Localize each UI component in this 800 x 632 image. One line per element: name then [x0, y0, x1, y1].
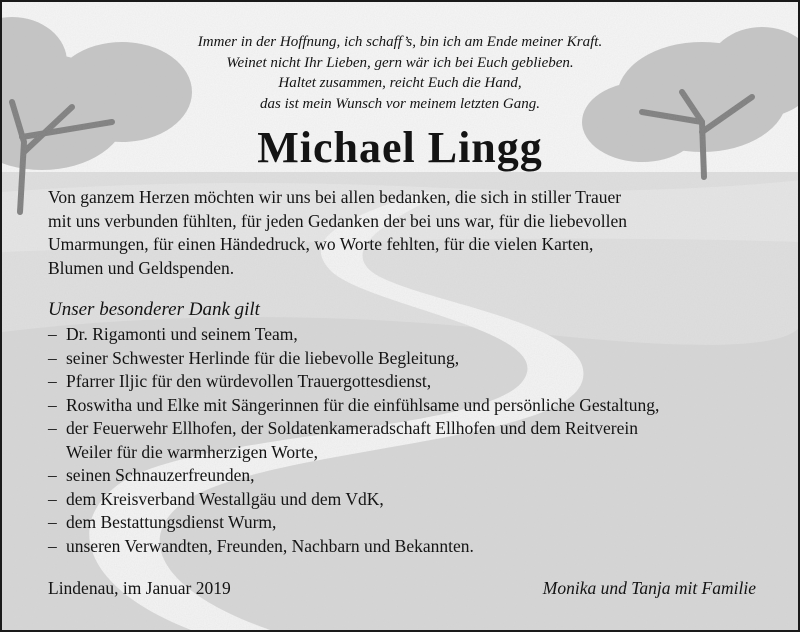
list-item	[48, 488, 778, 512]
thanks-line: Umarmungen, für einen Händedruck, wo Worte fehlten, für die vielen Karten,	[48, 234, 594, 254]
poem-line: Immer in der Hoffnung, ich schaff’s, bin ich am Ende meiner Kraft.	[197, 34, 603, 50]
dash-marker: –	[48, 418, 57, 438]
thanks-line: Von ganzem Herzen möchten wir uns bei allen bedanken, die sich in stiller Trauer	[48, 187, 622, 207]
list-item	[48, 347, 778, 371]
poem-line: das ist mein Wunsch vor meinem letzten Gang.	[260, 95, 540, 112]
list-item-text: unseren Verwandten, Freunden, Nachbarn und Bekannten.	[66, 535, 474, 556]
place-date: Lindenau, im Januar 2019	[48, 578, 231, 598]
list-item	[48, 464, 778, 488]
list-item	[48, 323, 778, 347]
list-item-text: dem Bestattungsdienst Wurm,	[66, 512, 277, 532]
poem	[2, 32, 798, 114]
dash-marker: –	[48, 371, 57, 391]
deceased-name: Michael Lingg	[257, 123, 543, 172]
dash-marker: –	[48, 324, 57, 344]
list-item	[48, 370, 778, 394]
poem-line: Haltet zusammen, reicht Euch die Hand,	[278, 75, 522, 91]
dash-marker: –	[48, 535, 57, 556]
list-item	[48, 417, 778, 464]
list-item-text: Weiler für die warmherzigen Worte,	[66, 441, 318, 462]
list-item	[48, 394, 778, 418]
dash-marker: –	[48, 512, 57, 532]
dash-marker: –	[48, 347, 57, 368]
list-item	[48, 535, 778, 559]
poem-line: Weinet nicht Ihr Lieben, gern wär ich bei Euch geblieben.	[226, 54, 574, 71]
list-item-text: Pfarrer Iljic für den würdevollen Trauergottesdienst,	[66, 371, 432, 391]
list-item-text: Dr. Rigamonti und seinem Team,	[66, 324, 298, 344]
family-signature: Monika und Tanja mit Familie	[542, 578, 756, 598]
list-item	[48, 511, 778, 535]
special-thanks-heading: Unser besonderer Dank gilt	[48, 299, 260, 320]
list-item-text: Roswitha und Elke mit Sängerinnen für die einfühlsame und persönliche Gestaltung,	[66, 394, 660, 415]
dash-marker: –	[48, 488, 57, 509]
thanks-line: mit uns verbunden fühlten, für jeden Gedanken der bei uns war, für die liebevollen	[48, 210, 628, 231]
special-thanks-list	[48, 323, 778, 558]
thanks-paragraph	[48, 186, 768, 280]
thanks-line: Blumen und Geldspenden.	[48, 257, 235, 278]
list-item-text: der Feuerwehr Ellhofen, der Soldatenkameradschaft Ellhofen und dem Reitverein	[66, 418, 638, 438]
dash-marker: –	[48, 465, 57, 485]
list-item-text: seiner Schwester Herlinde für die liebevolle Begleitung,	[66, 347, 460, 368]
list-item-text: seinen Schnauzerfreunden,	[66, 465, 255, 485]
list-item-text: dem Kreisverband Westallgäu und dem VdK,	[66, 488, 384, 509]
dash-marker: –	[48, 394, 57, 415]
